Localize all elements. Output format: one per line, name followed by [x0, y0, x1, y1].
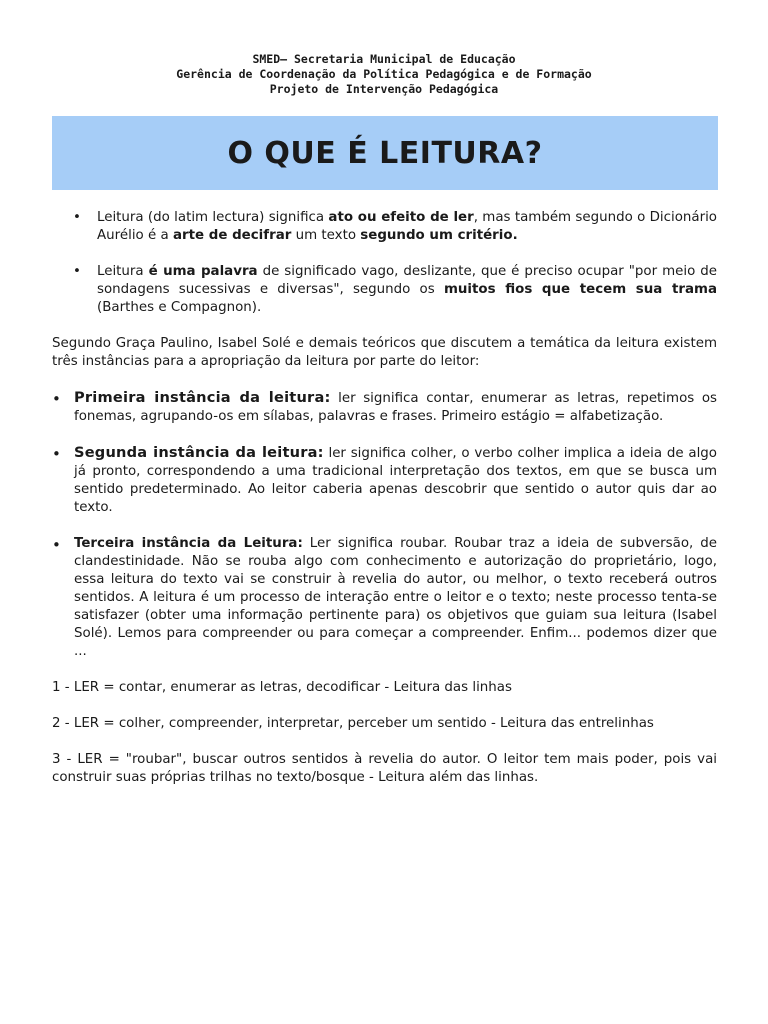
- header-line-2: Gerência de Coordenação da Política Pedagógica e de Formação: [176, 67, 592, 81]
- definition-item: [52, 209, 717, 245]
- text-run: Leitura (do latim lectura) significa: [97, 210, 329, 225]
- header-line-3: Projeto de Intervenção Pedagógica: [269, 82, 499, 96]
- instance-item: [52, 535, 717, 661]
- text-run: , mas também segundo o Dicionário Aurélio é a: [97, 210, 718, 243]
- instance-lead: Primeira instância da leitura:: [74, 389, 331, 406]
- instance-text: ler significa contar, enumerar as letras, repetimos os fonemas, agrupando-os em sílabas, palavras e frases. Primeiro estágio = alfabetização.: [74, 391, 717, 424]
- instance-text: Ler significa roubar. Roubar traz a ideia de subversão, de clandestinidade. Não se rouba algo com conhecimento e autorização do proprietário, logo, essa leitura do texto vai se construir à revelia do autor, ou melhor, o texto receberá outros sentidos. A leitura é um processo de interação entre o leitor e o texto; neste processo tenta-se satisfazer (obter uma informação pertinente para) os objetivos que guiam sua leitura (Isabel Solé). Lemos para compreender ou para começar a compreender. Enfim... podemos dizer que ...: [74, 536, 717, 659]
- instance-item: [52, 389, 717, 426]
- instance-list: [52, 389, 717, 661]
- text-run: Leitura: [97, 264, 149, 279]
- text-run: de significado vago, deslizante, que é preciso ocupar "por meio de sondagens sucessivas e diversas", segundo os: [97, 264, 718, 297]
- bold-run: segundo um critério.: [360, 228, 518, 243]
- instance-lead: Segunda instância da leitura:: [74, 444, 324, 461]
- intro-paragraph: Segundo Graça Paulino, Isabel Solé e demais teóricos que discutem a temática da leitura existem três instâncias para a apropriação da leitura por parte do leitor:: [52, 336, 717, 369]
- text-run: um texto: [291, 228, 361, 243]
- document-body: [52, 209, 717, 805]
- instance-lead: Terceira instância da Leitura:: [74, 536, 303, 551]
- page-title: O QUE É LEITURA?: [227, 135, 543, 171]
- title-banner: [52, 116, 718, 190]
- bold-run: muitos fios que tecem sua trama: [443, 282, 717, 297]
- summary-line-1: 1 - LER = contar, enumerar as letras, decodificar - Leitura das linhas: [52, 680, 512, 695]
- instance-text: ler significa colher, o verbo colher implica a ideia de algo já pronto, correspondendo a uma tradicional interpretação dos textos, em que se busca um sentido predeterminado. Ao leitor caberia apenas descobrir que sentido o autor quis dar ao texto.: [74, 446, 717, 515]
- summary-line-3: 3 - LER = "roubar", buscar outros sentidos à revelia do autor. O leitor tem mais poder, pois vai construir suas próprias trilhas no texto/bosque - Leitura além das linhas.: [52, 752, 717, 785]
- summary-line-2: 2 - LER = colher, compreender, interpretar, perceber um sentido - Leitura das entrelinhas: [52, 716, 654, 731]
- definition-item: [52, 263, 717, 317]
- document-header: [0, 52, 768, 97]
- definition-list: [52, 209, 717, 317]
- instance-item: [52, 444, 717, 517]
- bold-run: é uma palavra: [148, 264, 258, 279]
- text-run: (Barthes e Compagnon).: [97, 300, 262, 315]
- header-line-1: SMED– Secretaria Municipal de Educação: [252, 52, 516, 66]
- bold-run: arte de decifrar: [172, 228, 292, 243]
- bold-run: ato ou efeito de ler: [328, 210, 474, 225]
